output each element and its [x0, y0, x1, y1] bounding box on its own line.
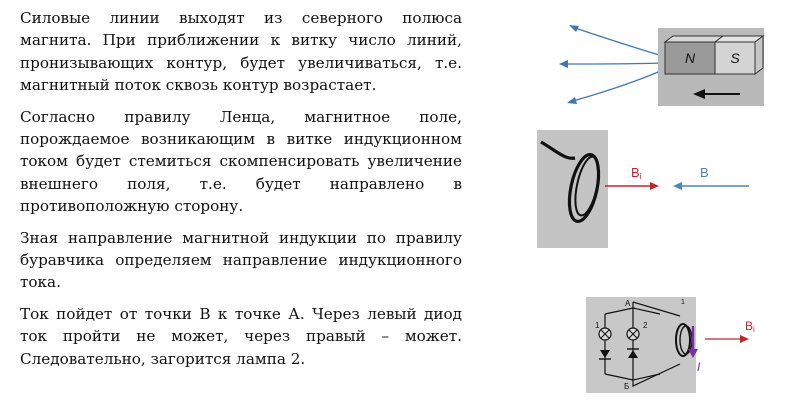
paragraph-conclusion: Ток пойдет от точки B к точке А. Через левый диод ток пройти не может, через правый – может. Следовательно, загорится лампа 2.	[20, 304, 462, 368]
b-label: B	[700, 165, 709, 180]
field-line-middle	[565, 63, 663, 64]
point-b-label: Б	[624, 382, 630, 391]
arrowhead-bottom	[567, 97, 577, 104]
circuit-bi-label: Bi	[745, 319, 755, 334]
current-label: I	[697, 360, 701, 374]
lamp-2	[627, 328, 639, 340]
b-arrow	[673, 165, 749, 190]
point-a-label: А	[625, 299, 631, 308]
field-lines	[565, 28, 663, 101]
arrowhead-middle	[559, 60, 568, 68]
field-line-bottom	[573, 70, 663, 101]
magnet-figure	[555, 20, 770, 110]
bi-arrow	[605, 165, 659, 190]
arrowhead-top	[569, 25, 579, 32]
text-column	[20, 7, 462, 379]
loop-figure	[535, 130, 765, 250]
south-pole-label: S	[730, 50, 740, 66]
paragraph-magnet-field: Силовые линии выходят из северного полюса магнита. При приближении к витку число линий, пронизывающих контур, будет увеличиваться, т.е. магнитный поток сквозь контур возрастает.	[20, 9, 462, 95]
circuit-bi-arrow	[705, 319, 755, 343]
north-pole-label: N	[684, 50, 696, 66]
circuit-figure	[585, 296, 785, 394]
bi-label: Bi	[631, 165, 642, 181]
lamp-1	[599, 328, 611, 340]
paragraph-gimlet-rule: Зная направление магнитной индукции по правилу буравчика определяем направление индукционного тока.	[20, 228, 462, 292]
tick-mark: 1	[681, 299, 685, 306]
paragraph-lenz-rule: Согласно правилу Ленца, магнитное поле, порождаемое возникающим в витке индукционном током будет стемиться скомпенсировать увеличение внешнего поля, т.е. будет направлено в противоположную сторону.	[20, 107, 462, 216]
lamp-2-label: 2	[643, 321, 648, 330]
magnet-bar	[665, 36, 763, 74]
field-line-top	[575, 28, 663, 56]
lamp-1-label: 1	[595, 321, 600, 330]
